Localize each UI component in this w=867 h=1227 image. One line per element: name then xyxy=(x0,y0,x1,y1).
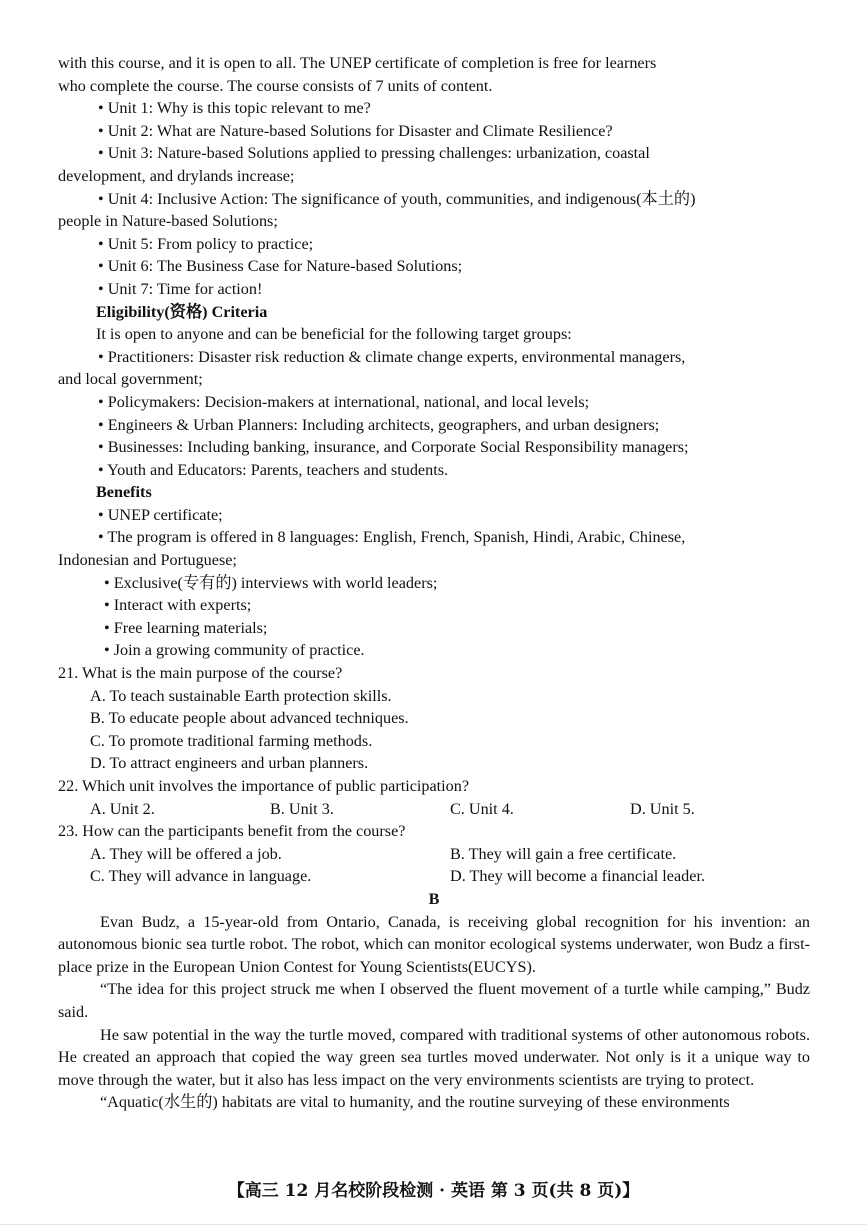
question-22-options xyxy=(58,798,810,821)
unit-3-line-1: • Unit 3: Nature-based Solutions applied to pressing challenges: urbanization, coastal xyxy=(98,144,650,163)
benefit-community: • Join a growing community of practice. xyxy=(104,641,365,660)
passage-b-paragraph-2: “The idea for this project struck me when I observed the fluent movement of a turtle while camping,” Budz said. xyxy=(58,980,810,1021)
intro-line-2: who complete the course. The course consists of 7 units of content. xyxy=(58,76,493,95)
question-23-stem: 23. How can the participants benefit from the course? xyxy=(58,822,406,841)
benefit-certificate: • UNEP certificate; xyxy=(98,505,223,524)
intro-line-1: with this course, and it is open to all. The UNEP certificate of completion is free for learners xyxy=(58,54,657,72)
question-23-option-d: D. They will become a financial leader. xyxy=(450,867,705,886)
group-engineers: • Engineers & Urban Planners: Including architects, geographers, and urban designers; xyxy=(98,415,660,434)
benefit-languages-line-1: • The program is offered in 8 languages: English, French, Spanish, Hindi, Arabic, Chinese, xyxy=(98,528,686,547)
passage-b-paragraph-4: “Aquatic(水生的) habitats are vital to humanity, and the routine surveying of these environments xyxy=(100,1093,730,1112)
question-21-option-a: A. To teach sustainable Earth protection skills. xyxy=(90,686,392,705)
question-21-option-c: C. To promote traditional farming methods. xyxy=(90,731,373,750)
group-youth: • Youth and Educators: Parents, teachers and students. xyxy=(98,460,449,479)
question-21-option-b: B. To educate people about advanced techniques. xyxy=(90,709,409,728)
unit-7: • Unit 7: Time for action! xyxy=(98,279,263,298)
eligibility-heading: Eligibility(资格) Criteria xyxy=(96,302,268,321)
question-22-option-d: D. Unit 5. xyxy=(630,799,695,818)
unit-4-line-1: • Unit 4: Inclusive Action: The significance of youth, communities, and indigenous(本土的) xyxy=(98,189,696,208)
group-businesses: • Businesses: Including banking, insurance, and Corporate Social Responsibility managers; xyxy=(98,438,689,457)
benefit-experts: • Interact with experts; xyxy=(104,596,252,615)
unit-5: • Unit 5: From policy to practice; xyxy=(98,234,314,253)
question-23-option-a: A. They will be offered a job. xyxy=(90,844,282,863)
question-23-options-row-1 xyxy=(58,843,810,866)
unit-3-line-2: development, and drylands increase; xyxy=(58,166,295,185)
question-23-option-b: B. They will gain a free certificate. xyxy=(450,844,677,863)
unit-6: • Unit 6: The Business Case for Nature-based Solutions; xyxy=(98,257,463,276)
question-23-option-c: C. They will advance in language. xyxy=(90,867,312,886)
unit-4-line-2: people in Nature-based Solutions; xyxy=(58,212,278,231)
benefit-interviews: • Exclusive(专有的) interviews with world leaders; xyxy=(104,573,438,592)
page-footer: 【高三 12 月名校阶段检测 · 英语 第 3 页(共 8 页)】 xyxy=(227,1181,640,1201)
unit-2: • Unit 2: What are Nature-based Solutions for Disaster and Climate Resilience? xyxy=(98,121,613,140)
question-23-options-row-2 xyxy=(58,865,810,888)
group-policymakers: • Policymakers: Decision-makers at international, national, and local levels; xyxy=(98,392,590,411)
page-bottom-divider xyxy=(0,1224,867,1225)
question-22-stem: 22. Which unit involves the importance of public participation? xyxy=(58,777,470,795)
group-practitioners-line-1: • Practitioners: Disaster risk reduction & climate change experts, environmental managers, xyxy=(98,347,686,366)
benefit-languages-line-2: Indonesian and Portuguese; xyxy=(58,551,237,570)
passage-b-label: B xyxy=(428,889,440,908)
question-21-option-d: D. To attract engineers and urban planners. xyxy=(90,754,369,773)
passage-b-paragraph-1: Evan Budz, a 15-year-old from Ontario, Canada, is receiving global recognition for his invention: an autonomous bionic sea turtle robot. The robot, which can monitor ecological systems underwater, won Budz a first-place prize in the European Union Contest for Young Scientists(EUCYS). xyxy=(58,912,810,976)
question-21-stem: 21. What is the main purpose of the course? xyxy=(58,664,343,683)
question-22-option-c: C. Unit 4. xyxy=(450,799,514,818)
benefit-materials: • Free learning materials; xyxy=(104,618,268,637)
question-22-option-b: B. Unit 3. xyxy=(270,799,334,818)
benefits-heading: Benefits xyxy=(96,483,152,502)
group-practitioners-line-2: and local government; xyxy=(58,370,203,389)
eligibility-intro: It is open to anyone and can be beneficial for the following target groups: xyxy=(96,325,572,344)
unit-1: • Unit 1: Why is this topic relevant to me? xyxy=(98,99,371,118)
passage-b-paragraph-3: He saw potential in the way the turtle moved, compared with traditional systems of other autonomous robots. He created an approach that copied the way green sea turtles moved underwater. Not only is it a unique way to move through the water, but it also has less impact on the very environments scientists are trying to protect. xyxy=(58,1025,810,1089)
question-22-option-a: A. Unit 2. xyxy=(90,799,155,818)
page-content xyxy=(58,52,810,1114)
